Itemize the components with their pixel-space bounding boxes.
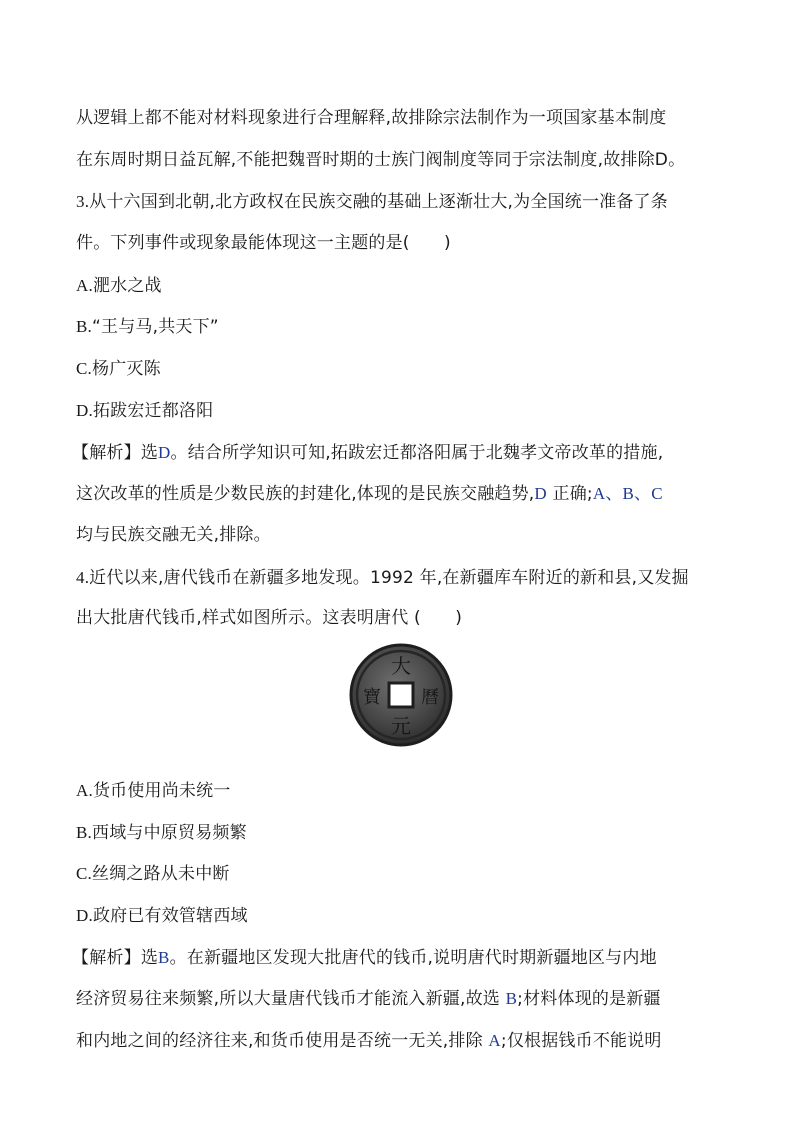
coin-char-left: 寶 bbox=[363, 686, 381, 708]
analysis-tag: 【解析】 bbox=[72, 947, 141, 968]
q3-number: 3. bbox=[76, 192, 90, 212]
continuation-line-1: 从逻辑上都不能对材料现象进行合理解释,故排除宗法制作为一项国家基本制度 bbox=[76, 108, 667, 128]
analysis-tag: 【解析】 bbox=[72, 442, 141, 463]
coin-char-right: 曆 bbox=[421, 686, 439, 708]
q4-analysis-line-2: 经济贸易往来频繁,所以大量唐代钱币才能流入新疆,故选 B;材料体现的是新疆 bbox=[76, 989, 661, 1010]
q3-stem-line-2: 件。下列事件或现象最能体现这一主题的是( ) bbox=[76, 233, 451, 254]
q4-option-c: C.丝绸之路从未中断 bbox=[76, 864, 230, 885]
q4-option-d: D.政府已有效管辖西域 bbox=[76, 906, 248, 926]
q4-option-b: B.西域与中原贸易频繁 bbox=[76, 822, 247, 843]
q4-number: 4. bbox=[76, 567, 90, 587]
q3-answer: D bbox=[158, 442, 171, 462]
q3-option-c: C.杨广灭陈 bbox=[76, 359, 161, 380]
q3-analysis-line-3: 均与民族交融无关,排除。 bbox=[76, 524, 271, 545]
tang-coin-image bbox=[348, 642, 454, 748]
coin-figure bbox=[76, 640, 726, 770]
coin-char-top: 大 bbox=[391, 653, 411, 678]
document-page bbox=[72, 98, 726, 1062]
q3-stem-line-1: 3.从十六国到北朝,北方政权在民族交融的基础上逐渐壮大,为全国统一准备了条 bbox=[76, 192, 668, 213]
q4-analysis-line-1: 【解析】选B。在新疆地区发现大批唐代的钱币,说明唐代时期新疆地区与内地 bbox=[72, 947, 657, 968]
q4-stem-line-2: 出大批唐代钱币,样式如图所示。这表明唐代 ( ) bbox=[76, 608, 463, 629]
q3-option-d: D.拓跋宏迁都洛阳 bbox=[76, 400, 214, 421]
q3-analysis-line-2: 这次改革的性质是少数民族的封建化,体现的是民族交融趋势,D 正确;A、B、C bbox=[76, 484, 663, 505]
continuation-line-2: 在东周时期日益瓦解,不能把魏晋时期的士族门阀制度等同于宗法制度,故排除D。 bbox=[76, 149, 686, 170]
q3-option-a: A.淝水之战 bbox=[76, 275, 162, 296]
q3-analysis-line-1: 【解析】选D。结合所学知识可知,拓跋宏迁都洛阳属于北魏孝文帝改革的措施, bbox=[72, 442, 664, 463]
q3-option-b: B.“王与马,共天下” bbox=[76, 317, 219, 338]
coin-char-bottom: 元 bbox=[391, 713, 411, 738]
q4-option-a: A.货币使用尚未统一 bbox=[76, 780, 231, 801]
q4-analysis-line-3: 和内地之间的经济往来,和货币使用是否统一无关,排除 A;仅根据钱币不能说明 bbox=[76, 1031, 662, 1052]
q4-stem-line-1: 4.近代以来,唐代钱币在新疆多地发现。1992 年,在新疆库车附近的新和县,又发掘 bbox=[76, 567, 689, 588]
q4-answer: B bbox=[158, 947, 170, 967]
